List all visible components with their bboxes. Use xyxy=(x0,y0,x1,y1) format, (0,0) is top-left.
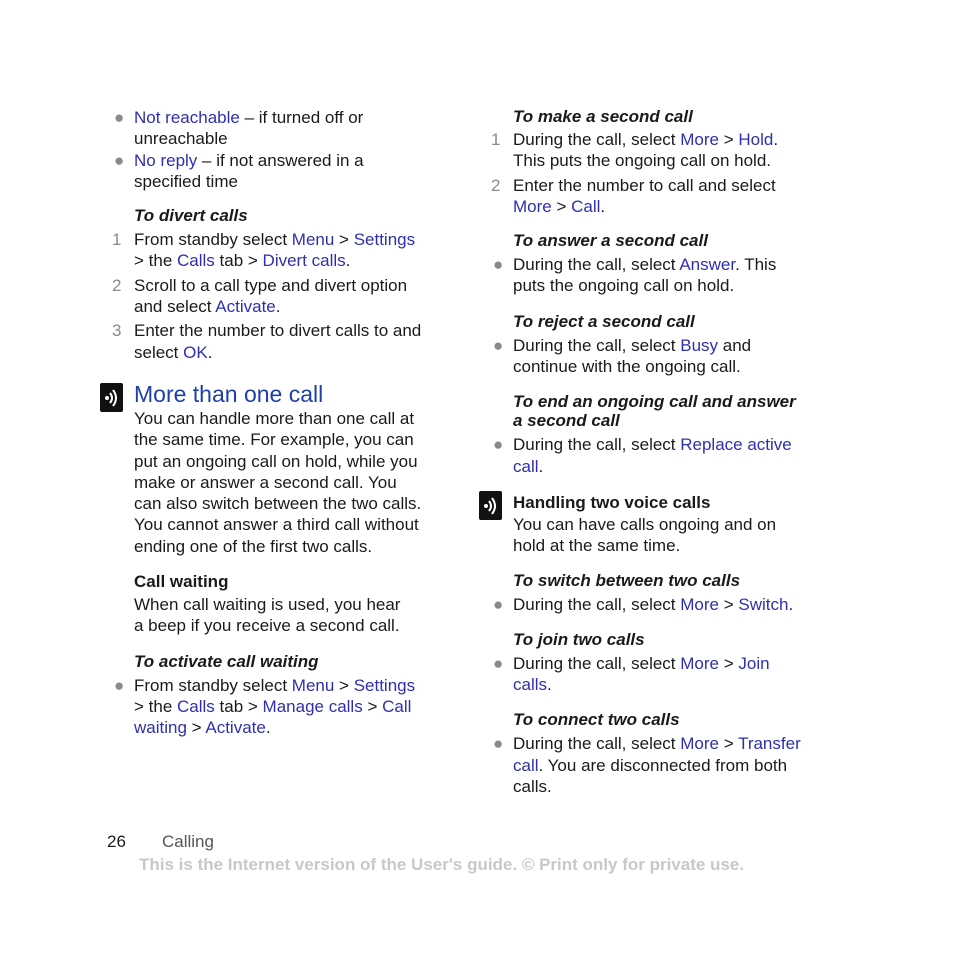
procedure-heading: To end an ongoing call and answer a second call xyxy=(513,392,796,431)
body-paragraph: When call waiting is used, you hear a beep if you receive a second call. xyxy=(134,595,401,636)
procedure-heading: To join two calls xyxy=(513,629,645,649)
bullet-icon: ● xyxy=(493,653,504,673)
procedure-heading: To answer a second call xyxy=(513,231,708,251)
list-item: ● During the call, select More > Switch. xyxy=(493,594,794,614)
bullet-icon: ● xyxy=(114,675,125,695)
right-column xyxy=(486,107,836,797)
section-title: Calling xyxy=(162,832,214,851)
signal-waves-icon xyxy=(479,491,502,520)
list-item: ● During the call, select Replace active call. xyxy=(493,435,792,476)
list-item: 1 From standby select Menu > Settings > the Calls tab > Divert calls. xyxy=(112,230,416,271)
left-column xyxy=(107,107,437,739)
bullet-icon: ● xyxy=(493,594,504,614)
subheading: Call waiting xyxy=(134,572,229,592)
list-item: ● During the call, select More > Join calls. xyxy=(493,653,770,695)
procedure-heading: To switch between two calls xyxy=(513,570,741,590)
bullet-icon: ● xyxy=(114,150,125,170)
list-item: 3 Enter the number to divert calls to and select OK. xyxy=(112,321,422,362)
bullet-icon: ● xyxy=(493,734,504,754)
list-item: ● Not reachable – if turned off or unreachable xyxy=(114,108,364,149)
procedure-heading: To reject a second call xyxy=(513,311,695,331)
copyright-notice: This is the Internet version of the User's guide. © Print only for private use. xyxy=(139,855,745,874)
list-item: 2 Scroll to a call type and divert option and select Activate. xyxy=(112,275,408,317)
list-item: 1 During the call, select More > Hold. This puts the ongoing call on hold. xyxy=(491,130,779,171)
bullet-icon: ● xyxy=(493,435,504,455)
ui-term: No reply xyxy=(134,150,198,170)
section-heading: More than one call xyxy=(134,380,324,407)
list-item: ● No reply – if not answered in a specified time xyxy=(114,150,364,191)
list-item: ● During the call, select Answer. This puts the ongoing call on hold. xyxy=(493,255,777,296)
signal-waves-icon xyxy=(100,383,123,412)
bullet-icon: ● xyxy=(114,108,125,127)
ui-term: Not reachable xyxy=(134,108,240,127)
list-item: ● From standby select Menu > Settings > the Calls tab > Manage calls > Call waiting > Activate. xyxy=(114,675,416,738)
body-paragraph: You can have calls ongoing and on hold at the same time. xyxy=(513,514,777,556)
procedure-heading: To connect two calls xyxy=(513,710,680,730)
procedure-heading: To make a second call xyxy=(513,107,693,126)
list-item: 2 Enter the number to call and select More > Call. xyxy=(491,175,776,216)
page-number: 26 xyxy=(107,832,126,851)
list-item: ● During the call, select Busy and continue with the ongoing call. xyxy=(493,335,752,377)
bullet-icon: ● xyxy=(493,335,504,355)
subheading: Handling two voice calls xyxy=(513,492,711,512)
body-paragraph: You can handle more than one call at the same time. For example, you can put an ongoing call on hold, while you make or answer a second call. You can also switch between the two calls. You cannot answer a third call without ending one of the first two calls. xyxy=(134,408,422,556)
procedure-heading: To activate call waiting xyxy=(134,651,319,671)
bullet-icon: ● xyxy=(493,255,504,275)
procedure-heading: To divert calls xyxy=(134,206,248,226)
list-item: ● During the call, select More > Transfer call. You are disconnected from both calls. xyxy=(493,734,801,797)
